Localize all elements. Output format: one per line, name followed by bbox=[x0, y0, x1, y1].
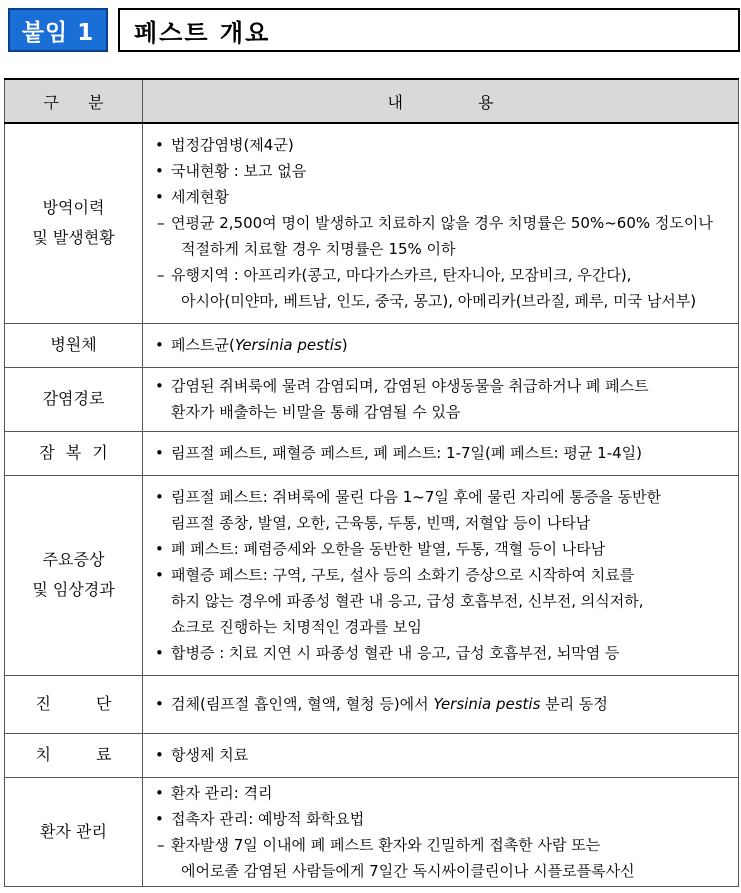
item-text: 접촉자 관리: 예방적 화학요법 bbox=[171, 809, 365, 828]
bullet-item bbox=[151, 691, 734, 717]
row-label bbox=[5, 431, 143, 475]
title-bar bbox=[6, 6, 741, 54]
item-text: 환자가 배출하는 비말을 통해 감염될 수 있음 bbox=[171, 403, 461, 421]
row-label bbox=[5, 367, 143, 431]
row-label-line: 및 발생현황 bbox=[32, 228, 115, 248]
item-text: 합병증 : 치료 지연 시 파종성 혈관 내 응고, 급성 호흡부전, 뇌막염 등 bbox=[171, 644, 620, 662]
bullet-item bbox=[151, 132, 734, 158]
row-content bbox=[143, 367, 739, 431]
item-text: 항생제 치료 bbox=[171, 746, 249, 764]
row-content bbox=[143, 733, 739, 777]
item-text: 적절하게 치료할 경우 치명률은 15% 이하 bbox=[181, 240, 456, 259]
table-row bbox=[5, 733, 739, 777]
row-label bbox=[5, 123, 143, 323]
item-text: 쇼크로 진행하는 치명적인 경과를 보임 bbox=[171, 618, 422, 636]
text-segment: 페스트균( bbox=[171, 336, 235, 354]
text-segment: 분리 동정 bbox=[540, 695, 608, 713]
bullet-item bbox=[151, 640, 734, 666]
col1-header: 구 분 bbox=[5, 79, 143, 123]
item-text: 유행지역 : 아프리카(콩고, 마다가스카르, 탄자니아, 모잠비크, 우간다), bbox=[171, 266, 632, 285]
scientific-name: Yersinia pestis bbox=[234, 336, 342, 354]
item-continuation bbox=[151, 588, 734, 614]
row-content bbox=[143, 475, 739, 675]
text-segment: ) bbox=[341, 336, 348, 354]
bullet-item bbox=[151, 780, 734, 806]
row-content bbox=[143, 123, 739, 323]
bullet-item bbox=[151, 332, 734, 358]
table-row bbox=[5, 777, 739, 886]
table-row bbox=[5, 675, 739, 733]
item-continuation bbox=[151, 614, 734, 640]
bullet-item bbox=[151, 536, 734, 562]
row-label-line: 및 임상경과 bbox=[32, 580, 115, 599]
item-text: 에어로졸 감염된 사람들에게 7일간 독시싸이클린이나 시플로플록사신 bbox=[181, 861, 635, 880]
item-continuation bbox=[151, 858, 734, 884]
row-content bbox=[143, 431, 739, 475]
bullet-item bbox=[151, 484, 734, 510]
item-text: 법정감염병(제4군) bbox=[171, 136, 294, 155]
item-text: 아시아(미얀마, 베트남, 인도, 중국, 몽고), 아메리카(브라질, 페루, 미국 남서부) bbox=[181, 292, 697, 311]
table-row bbox=[5, 431, 739, 475]
row-label bbox=[5, 675, 143, 733]
row-content bbox=[143, 675, 739, 733]
item-text: 감염된 쥐벼룩에 물려 감염되며, 감염된 야생동물을 취급하거나 폐 페스트 bbox=[171, 377, 649, 395]
item-continuation bbox=[151, 510, 734, 536]
sub-item bbox=[151, 262, 734, 288]
bullet-item bbox=[151, 158, 734, 184]
row-label bbox=[5, 475, 143, 675]
item-text: 림프절 페스트: 쥐벼룩에 물린 다음 1~7일 후에 물린 자리에 통증을 동반한 bbox=[171, 488, 662, 506]
bullet-item bbox=[151, 806, 734, 832]
table-header-row bbox=[5, 79, 739, 123]
table-body bbox=[5, 123, 739, 886]
row-content bbox=[143, 323, 739, 367]
row-label-line: 진 단 bbox=[35, 694, 112, 713]
row-label-line: 치 료 bbox=[35, 745, 112, 764]
item-text: 패혈증 페스트: 구역, 구토, 설사 등의 소화기 증상으로 시작하여 치료를 bbox=[171, 566, 635, 584]
bullet-item bbox=[151, 562, 734, 588]
item-text: 하지 않는 경우에 파종성 혈관 내 응고, 급성 호흡부전, 신부전, 의식저하, bbox=[171, 592, 644, 610]
row-label-line: 병원체 bbox=[50, 335, 97, 354]
table-row bbox=[5, 323, 739, 367]
row-label bbox=[5, 323, 143, 367]
attachment-badge: 붙임 1 bbox=[8, 8, 108, 52]
bullet-item bbox=[151, 742, 734, 768]
pest-overview-table bbox=[4, 78, 739, 887]
item-text: 림프절 페스트, 패혈증 페스트, 폐 페스트: 1-7일(폐 페스트: 평균 1-4일) bbox=[171, 444, 643, 462]
item-continuation bbox=[151, 399, 734, 425]
row-label-line: 감염경로 bbox=[42, 389, 105, 408]
item-text: 환자 관리: 격리 bbox=[171, 783, 273, 802]
item-text: 환자발생 7일 이내에 폐 페스트 환자와 긴밀하게 접촉한 사람 또는 bbox=[171, 835, 601, 854]
text-segment: 검체(림프절 흡인액, 혈액, 혈청 등)에서 bbox=[171, 695, 434, 713]
row-label bbox=[5, 777, 143, 886]
row-content bbox=[143, 777, 739, 886]
row-label-line: 방역이력 bbox=[42, 198, 105, 218]
item-text: 연평균 2,500여 명이 발생하고 치료하지 않을 경우 치명률은 50%~60% 정도이나 bbox=[171, 214, 713, 233]
row-label-line: 잠 복 기 bbox=[39, 443, 108, 462]
item-text: 국내현황 : 보고 없음 bbox=[171, 162, 307, 181]
item-text: 림프절 종창, 발열, 오한, 근육통, 두통, 빈맥, 저혈압 등이 나타남 bbox=[171, 514, 591, 532]
table-row bbox=[5, 475, 739, 675]
bullet-item bbox=[151, 373, 734, 399]
col2-header: 내 용 bbox=[143, 79, 739, 123]
row-label-line: 환자 관리 bbox=[40, 821, 107, 841]
item-text: 폐 페스트: 폐렴증세와 오한을 동반한 발열, 두통, 객혈 등이 나타남 bbox=[171, 540, 606, 558]
scientific-name: Yersinia pestis bbox=[433, 695, 541, 713]
table-row bbox=[5, 123, 739, 323]
bullet-item bbox=[151, 440, 734, 466]
item-continuation bbox=[151, 236, 734, 262]
bullet-item bbox=[151, 184, 734, 210]
table-row bbox=[5, 367, 739, 431]
item-continuation bbox=[151, 288, 734, 314]
item-text: 세계현황 bbox=[171, 188, 229, 207]
page-title: 페스트 개요 bbox=[118, 8, 740, 52]
row-label-line: 주요증상 bbox=[42, 550, 105, 569]
sub-item bbox=[151, 832, 734, 858]
row-label bbox=[5, 733, 143, 777]
sub-item bbox=[151, 210, 734, 236]
